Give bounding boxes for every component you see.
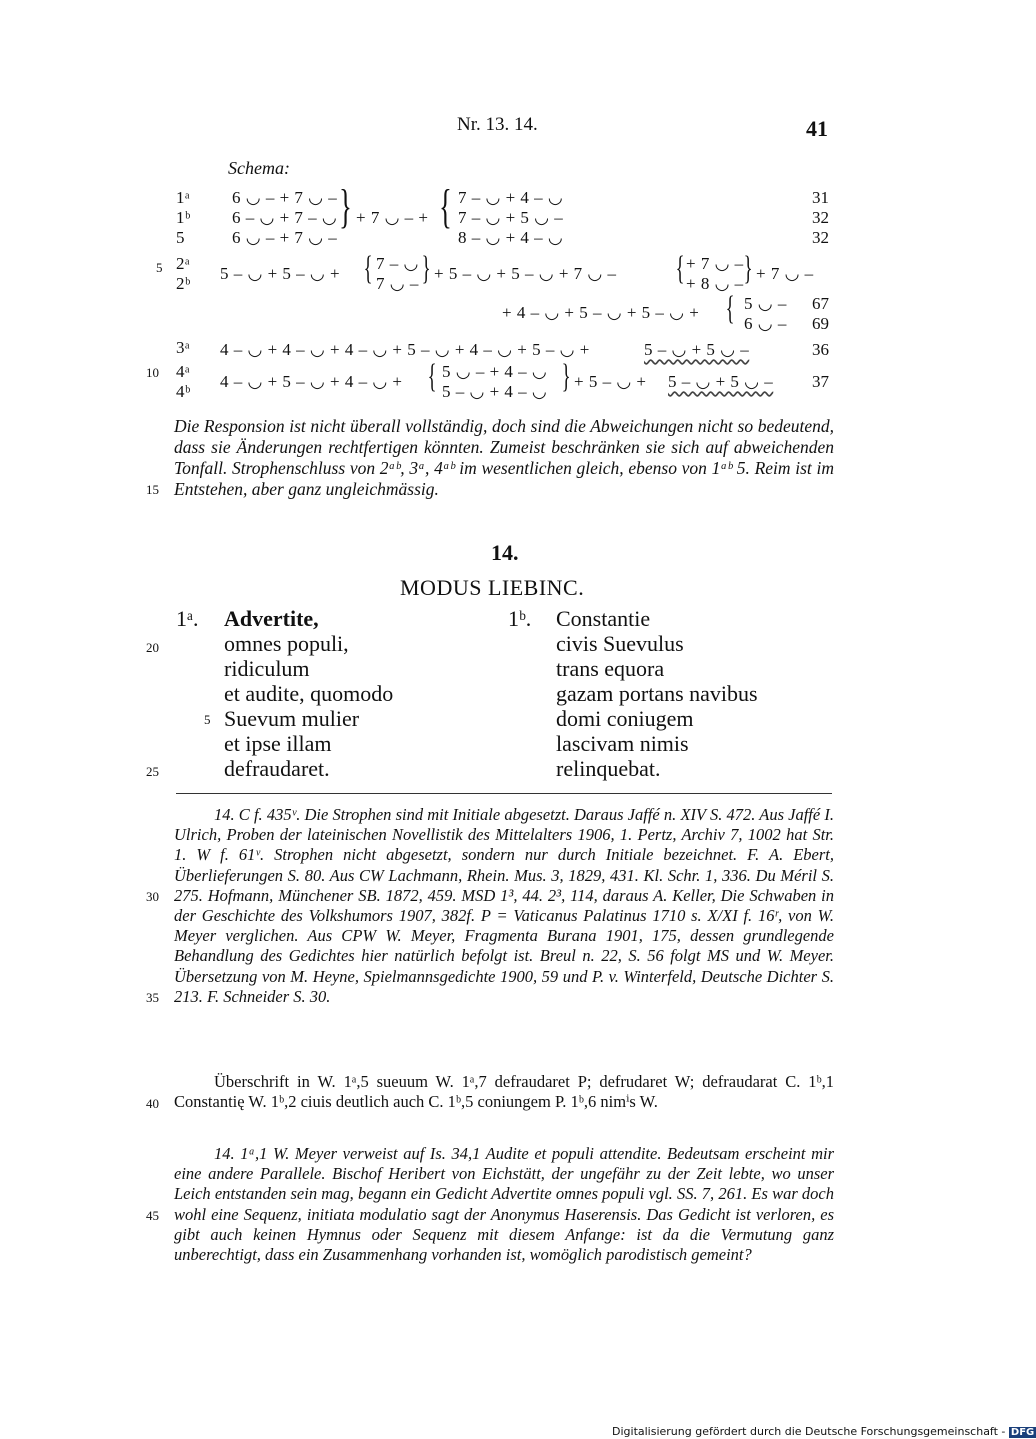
schema-row-left: 6 ◡ – + 7 ◡ – [232, 188, 338, 207]
line-number: 5 [156, 260, 163, 275]
schema-brace-item: 5 – ◡ + 4 – ◡ [442, 382, 548, 401]
schema-row-label: 5 [176, 228, 185, 247]
schema-row-label: 2ᵃ [176, 254, 191, 273]
brace-close: } [421, 250, 431, 287]
schema-brace-item: 5 ◡ – + 4 – ◡ [442, 362, 548, 381]
line-number: 10 [146, 365, 159, 380]
line-number: 20 [146, 640, 159, 655]
dfg-logo: DFG [1010, 1427, 1035, 1438]
footer-text: Digitalisierung gefördert durch die Deutsche Forschungsgemeinschaft - [612, 1425, 1006, 1438]
schema-row-right: 7 – ◡ + 5 ◡ – [458, 208, 564, 227]
schema-count: 36 [812, 340, 829, 359]
poem-line: gazam portans navibus [556, 681, 758, 706]
running-title: Nr. 13. 14. [457, 114, 538, 135]
schema-count: 37 [812, 372, 829, 391]
strophe-label-right: 1ᵇ. [508, 606, 532, 631]
schema-brace-item: 5 ◡ – [744, 294, 787, 313]
poem-line: lascivam nimis [556, 731, 689, 756]
poem-line: trans equora [556, 656, 665, 681]
schema-row-right: 7 – ◡ + 4 – ◡ [458, 188, 564, 207]
schema-segment: 5 – ◡ + 5 – ◡ + [220, 264, 341, 283]
poem-line: et audite, quomodo [224, 681, 394, 706]
schema-row-left: 6 – ◡ + 7 – ◡ [232, 208, 338, 227]
poem-line: Advertite, [224, 606, 319, 631]
line-number: 35 [146, 990, 159, 1005]
page-number: 41 [806, 116, 828, 141]
poem-line: Suevum mulier [224, 706, 360, 731]
schema-brace-item: 6 ◡ – [744, 314, 787, 333]
schema-count: 69 [812, 314, 829, 333]
poem-line: et ipse illam [224, 731, 332, 756]
schema-middle: + 7 ◡ – + [356, 208, 429, 227]
schema-segment: + 4 – ◡ + 5 – ◡ + 5 – ◡ + [502, 303, 700, 322]
schema-count: 67 [812, 294, 829, 313]
schema-brace-item: 7 ◡ – [376, 274, 419, 293]
poem-line: civis Suevulus [556, 631, 684, 656]
line-number: 45 [146, 1208, 159, 1223]
schema-wavy-segment: 5 – ◡ + 5 ◡ – [668, 372, 774, 391]
schema-brace-item: + 8 ◡ – [686, 274, 744, 293]
schema-brace-item: 7 – ◡ [376, 254, 419, 273]
brace-open: { [439, 180, 452, 233]
schema-count: 31 [812, 188, 829, 207]
schema-wavy-segment: 5 – ◡ + 5 ◡ – [644, 340, 750, 359]
schema-row-label: 4ᵇ [176, 382, 191, 401]
poem-line: domi coniugem [556, 706, 694, 731]
brace-open: { [363, 250, 373, 287]
schema-segment: 4 – ◡ + 4 – ◡ + 4 – ◡ + 5 – ◡ + 4 – ◡ + 5 – ◡ + [220, 340, 590, 359]
poem-line: defraudaret. [224, 756, 330, 781]
brace-open: { [427, 358, 437, 395]
footnote-rule [176, 793, 832, 794]
schema-segment: 4 – ◡ + 5 – ◡ + 4 – ◡ + [220, 372, 403, 391]
schema-row-left: 6 ◡ – + 7 ◡ – [232, 228, 338, 247]
schema-row-label: 3ᵃ [176, 338, 191, 357]
line-number: 30 [146, 889, 159, 904]
poem-line: omnes populi, [224, 631, 349, 656]
brace-close: } [743, 250, 753, 287]
schema-count: 32 [812, 228, 829, 247]
inner-line-number: 5 [204, 712, 211, 727]
poem-column-right [556, 606, 758, 781]
brace-close: } [561, 358, 571, 395]
section-number: 14. [491, 540, 519, 565]
brace-open: { [675, 250, 685, 287]
schema-row-label: 1ᵇ [176, 208, 191, 227]
schema-segment: + 5 – ◡ + [574, 372, 647, 391]
schema-row-label: 1ᵃ [176, 188, 191, 207]
schema-segment: + 7 ◡ – [756, 264, 814, 283]
poem-column-left [224, 606, 393, 781]
note-variants: Überschrift in W. 1ᵃ,5 sueuum W. 1ᵃ,7 defraudaret P; defrudaret W; defraudarat C. 1ᵇ,1 Constantię W. 1ᵇ,2 ciuis deutlich auch C. 1ᵇ,5 coniungem P. 1ᵇ,6 nimⁱs W. [174, 1072, 834, 1112]
schema-brace-item: + 7 ◡ – [686, 254, 744, 273]
brace-close: } [339, 180, 352, 233]
schema-row-label: 4ᵃ [176, 362, 191, 381]
line-number: 15 [146, 482, 159, 497]
schema-count: 32 [812, 208, 829, 227]
line-number: 40 [146, 1096, 159, 1111]
poem-line: relinquebat. [556, 756, 661, 781]
poem-line: Constantie [556, 606, 651, 631]
schema-label: Schema: [228, 158, 290, 178]
schema-row-right: 8 – ◡ + 4 – ◡ [458, 228, 564, 247]
note-sources: 14. C f. 435ᵛ. Die Strophen sind mit Initiale abgesetzt. Daraus Jaffé n. XIV S. 472. Aus Jaffé I. Ulrich, Proben der lateinischen Novellistik des Mittelalters 1906, 1. Pertz, Archiv 7, 1002 hat Str. 1. W f. 61ᵛ. Strophen nicht abgesetzt, sondern nur durch Initiale bezeichnet. F. A. Ebert, Überlieferungen S. 80. Aus CW Lachmann, Rhein. Mus. 3, 1829, 431. Kl. Schr. 1, 336. Du Méril S. 275. Hofmann, Münchener SB. 1872, 459. MSD 1³, 44. 2³, 114, daraus A. Keller, Die Schwaben in der Geschichte des Volkshumors 1907, 382f. P = Vaticanus Palatinus 1710 s. X/XI f. 16ʳ, von W. Meyer verglichen. Aus CPW W. Meyer, Fragmenta Burana 1901, 175, dessen grundlegende Behandlung des Gedichtes hier natürlich befolgt ist. Breul n. 22, S. 56 folgt MS und W. Meyer. Übersetzung von M. Heyne, Spielmannsgedichte 1900, 59 und P. v. Winterfeld, Deutsche Dichter S. 213. F. Schneider S. 30. [174, 805, 834, 1006]
responsion-paragraph: Die Responsion ist nicht überall vollständig, doch sind die Abweichungen nicht so bedeutend, dass sie Änderungen rechtfertigen könnten. Zumeist beschränken sie sich auf abweichenden Tonfall. Strophenschluss von 2ᵃᵇ, 3ᵃ, 4ᵃᵇ im wesentlichen gleich, ebenso von 1ᵃᵇ 5. Reim ist im Entstehen, aber ganz ungleichmässig. [174, 416, 834, 499]
line-number: 25 [146, 764, 159, 779]
brace-open: { [725, 290, 735, 327]
strophe-label-left: 1ᵃ. [176, 606, 199, 631]
section-title: MODUS LIEBINC. [400, 575, 585, 600]
footer-credit [612, 1425, 1036, 1438]
note-commentary: 14. 1ᵃ,1 W. Meyer verweist auf Is. 34,1 Audite et populi attendite. Bedeutsam erscheint mir eine andere Parallele. Bischof Heribert von Eichstätt, der ungefähr zu der Zeit lebte, wo unser Leich entstanden sein mag, begann ein Gedicht Advertite omnes populi vgl. SS. 7, 261. Es war doch wohl eine Sequenz, initiata modulatio sagt der Anonymus Haserensis. Das Gedicht ist verloren, es gibt auch keinen Hymnus oder Sequenz mit diesem Anfange: ist da die Vermutung ganz unberechtigt, dass ein Zusammenhang vorhanden ist, womöglich parodistisch gemeint? [174, 1144, 834, 1265]
poem-line: ridiculum [224, 656, 310, 681]
schema-row-label: 2ᵇ [176, 274, 191, 293]
schema-segment: + 5 – ◡ + 5 – ◡ + 7 ◡ – [434, 264, 617, 283]
